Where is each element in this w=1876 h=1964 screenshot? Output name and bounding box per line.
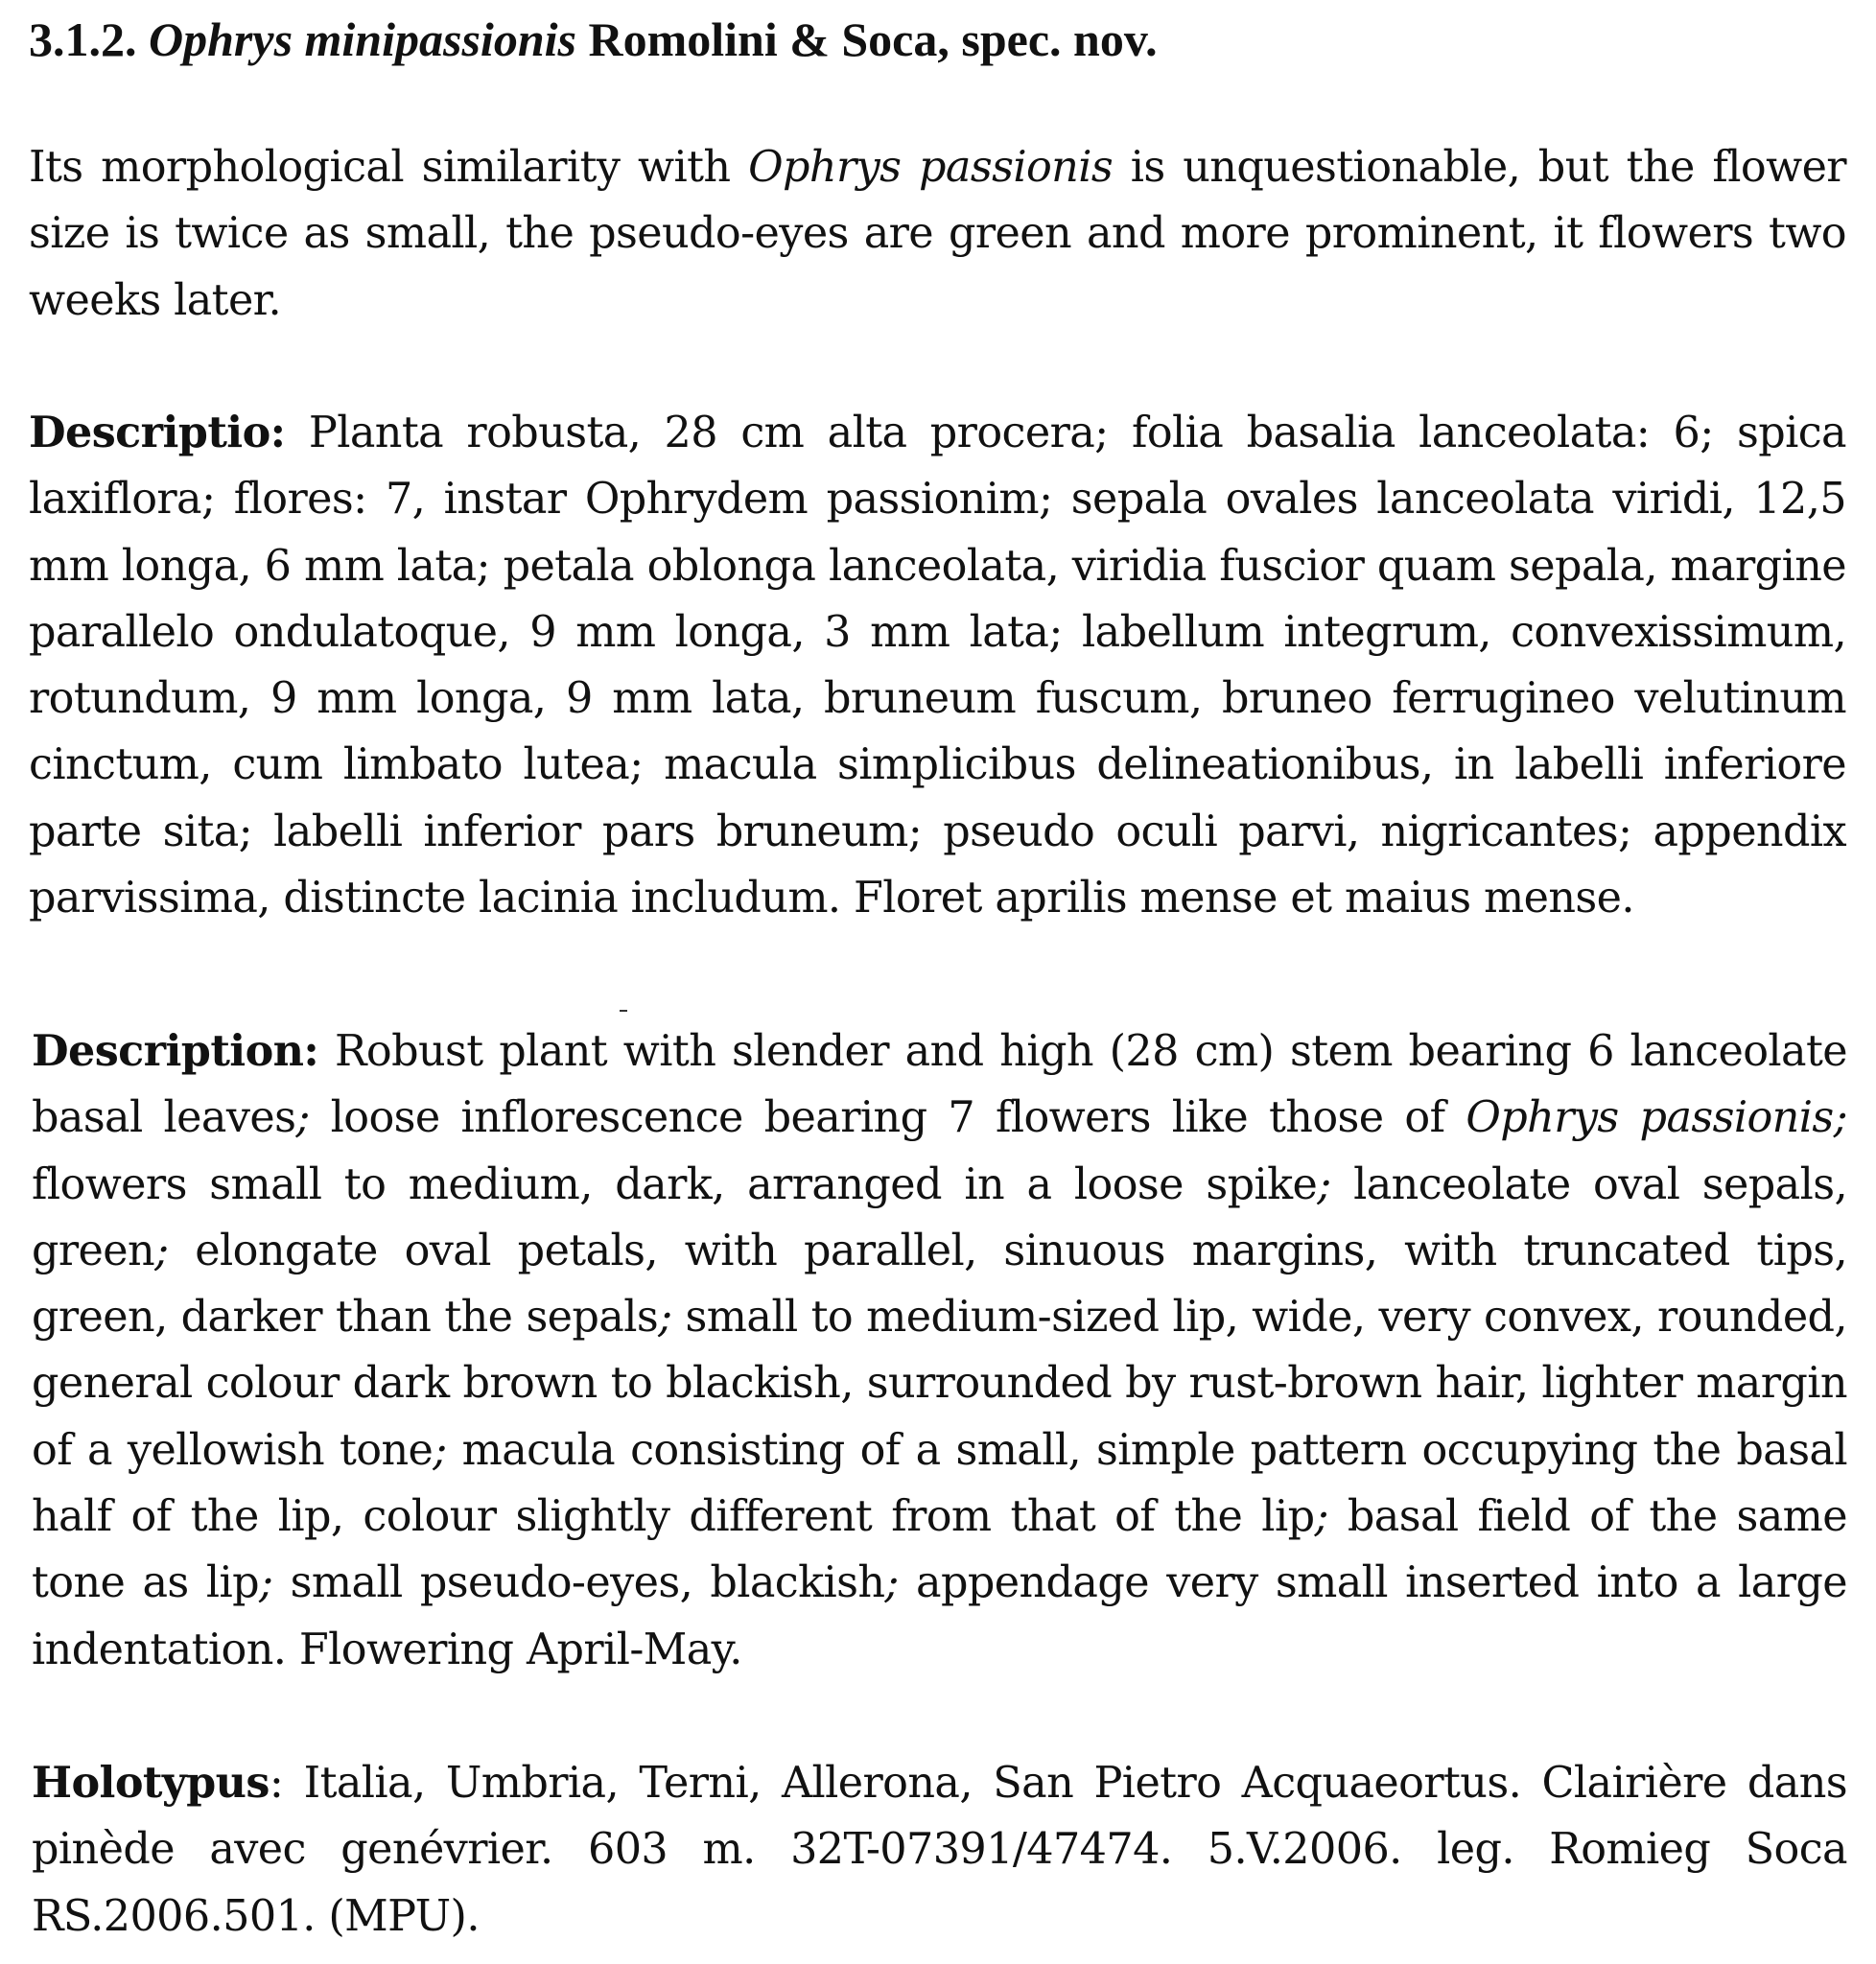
description-text: appendage very small inserted into a large indentation. Flowering April-May. [32,1558,1848,1674]
section-heading [29,10,1851,69]
holotypus-text: : Italia, Umbria, Terni, Allerona, San Pietro Acquaeortus. Clairière dans pinède avec genévrier. 603 m. 32T-07391/47474. 5.V.2006. leg. Romieg Soca RS.2006.501. (MPU). [32,1759,1847,1941]
intro-text: Its morphological similarity with [29,143,749,192]
intro-text-continued: is unquestionable, but the flower size is twice as small, the pseudo-eyes are green and more prominent, it flowers two weeks later. [29,143,1846,325]
intro-paragraph [29,134,1846,334]
holotypus-paragraph [32,1750,1847,1950]
description-text: macula consisting of a small, simple pattern occupying the basal half of the lip, colour slightly different from that of the lip [32,1425,1847,1542]
description-text: flowers small to medium, dark, arranged in a loose spike [32,1159,1318,1209]
description-text: basal field of the same tone as lip [32,1492,1847,1608]
descriptio-label: Descriptio: [29,408,286,457]
description-paragraph [32,1018,1847,1683]
separator: ; [1317,1159,1331,1209]
species-name: Ophrys minipassionis [149,12,576,66]
separator: ; [295,1093,310,1143]
description-text: elongate oval petals, with parallel, sinuous margins, with truncated tips, green, darker than the sepals [32,1226,1847,1343]
description-text: Robust plant with slender and high (28 cm) stem bearing 6 lanceolate basal leaves [32,1027,1847,1143]
separator: ; [658,1293,672,1343]
separator: ; [154,1226,169,1275]
description-text: small pseudo-eyes, blackish [272,1558,885,1608]
species-authors: Romolini & Soca, spec. nov. [588,12,1158,66]
stray-mark [620,1010,627,1012]
description-text: loose inflorescence bearing 7 flowers like those of [309,1093,1466,1143]
section-number: 3.1.2. [29,12,137,66]
description-species-name: Ophrys passionis; [1466,1093,1847,1143]
description-text: small to medium-sized lip, wide, very convex, rounded, general colour dark brown to blackish, surrounded by rust-brown hair, lighter margin of a yellowish tone [32,1293,1847,1475]
description-label: Description: [32,1026,319,1076]
holotypus-label: Holotypus [32,1758,270,1808]
separator: ; [433,1425,447,1475]
descriptio-paragraph [29,400,1846,931]
separator: ; [1314,1492,1328,1542]
description-text: lanceolate oval sepals, green [32,1159,1847,1275]
separator: ; [259,1558,273,1608]
descriptio-text: Planta robusta, 28 cm alta procera; folia basalia lanceolata: 6; spica laxiflora; flores: 7, instar Ophrydem passionim; sepala ovales lanceolata viridi, 12,5 mm longa, 6 mm lata; petala oblonga lanceolata, viridia fuscior quam sepala, margine parallelo ondulatoque, 9 mm longa, 3 mm lata; labellum integrum, convexissimum, rotundum, 9 mm longa, 9 mm lata, bruneum fuscum, bruneo ferrugineo velutinum cinctum, cum limbato lutea; macula simplicibus delineationibus, in labelli inferiore parte sita; labelli inferior pars bruneum; pseudo oculi parvi, nigricantes; appendix parvissima, distincte lacinia includum. Floret aprilis mense et maius mense. [29,409,1846,924]
separator: ; [884,1558,899,1608]
intro-species-name: Ophrys passionis [748,143,1114,192]
